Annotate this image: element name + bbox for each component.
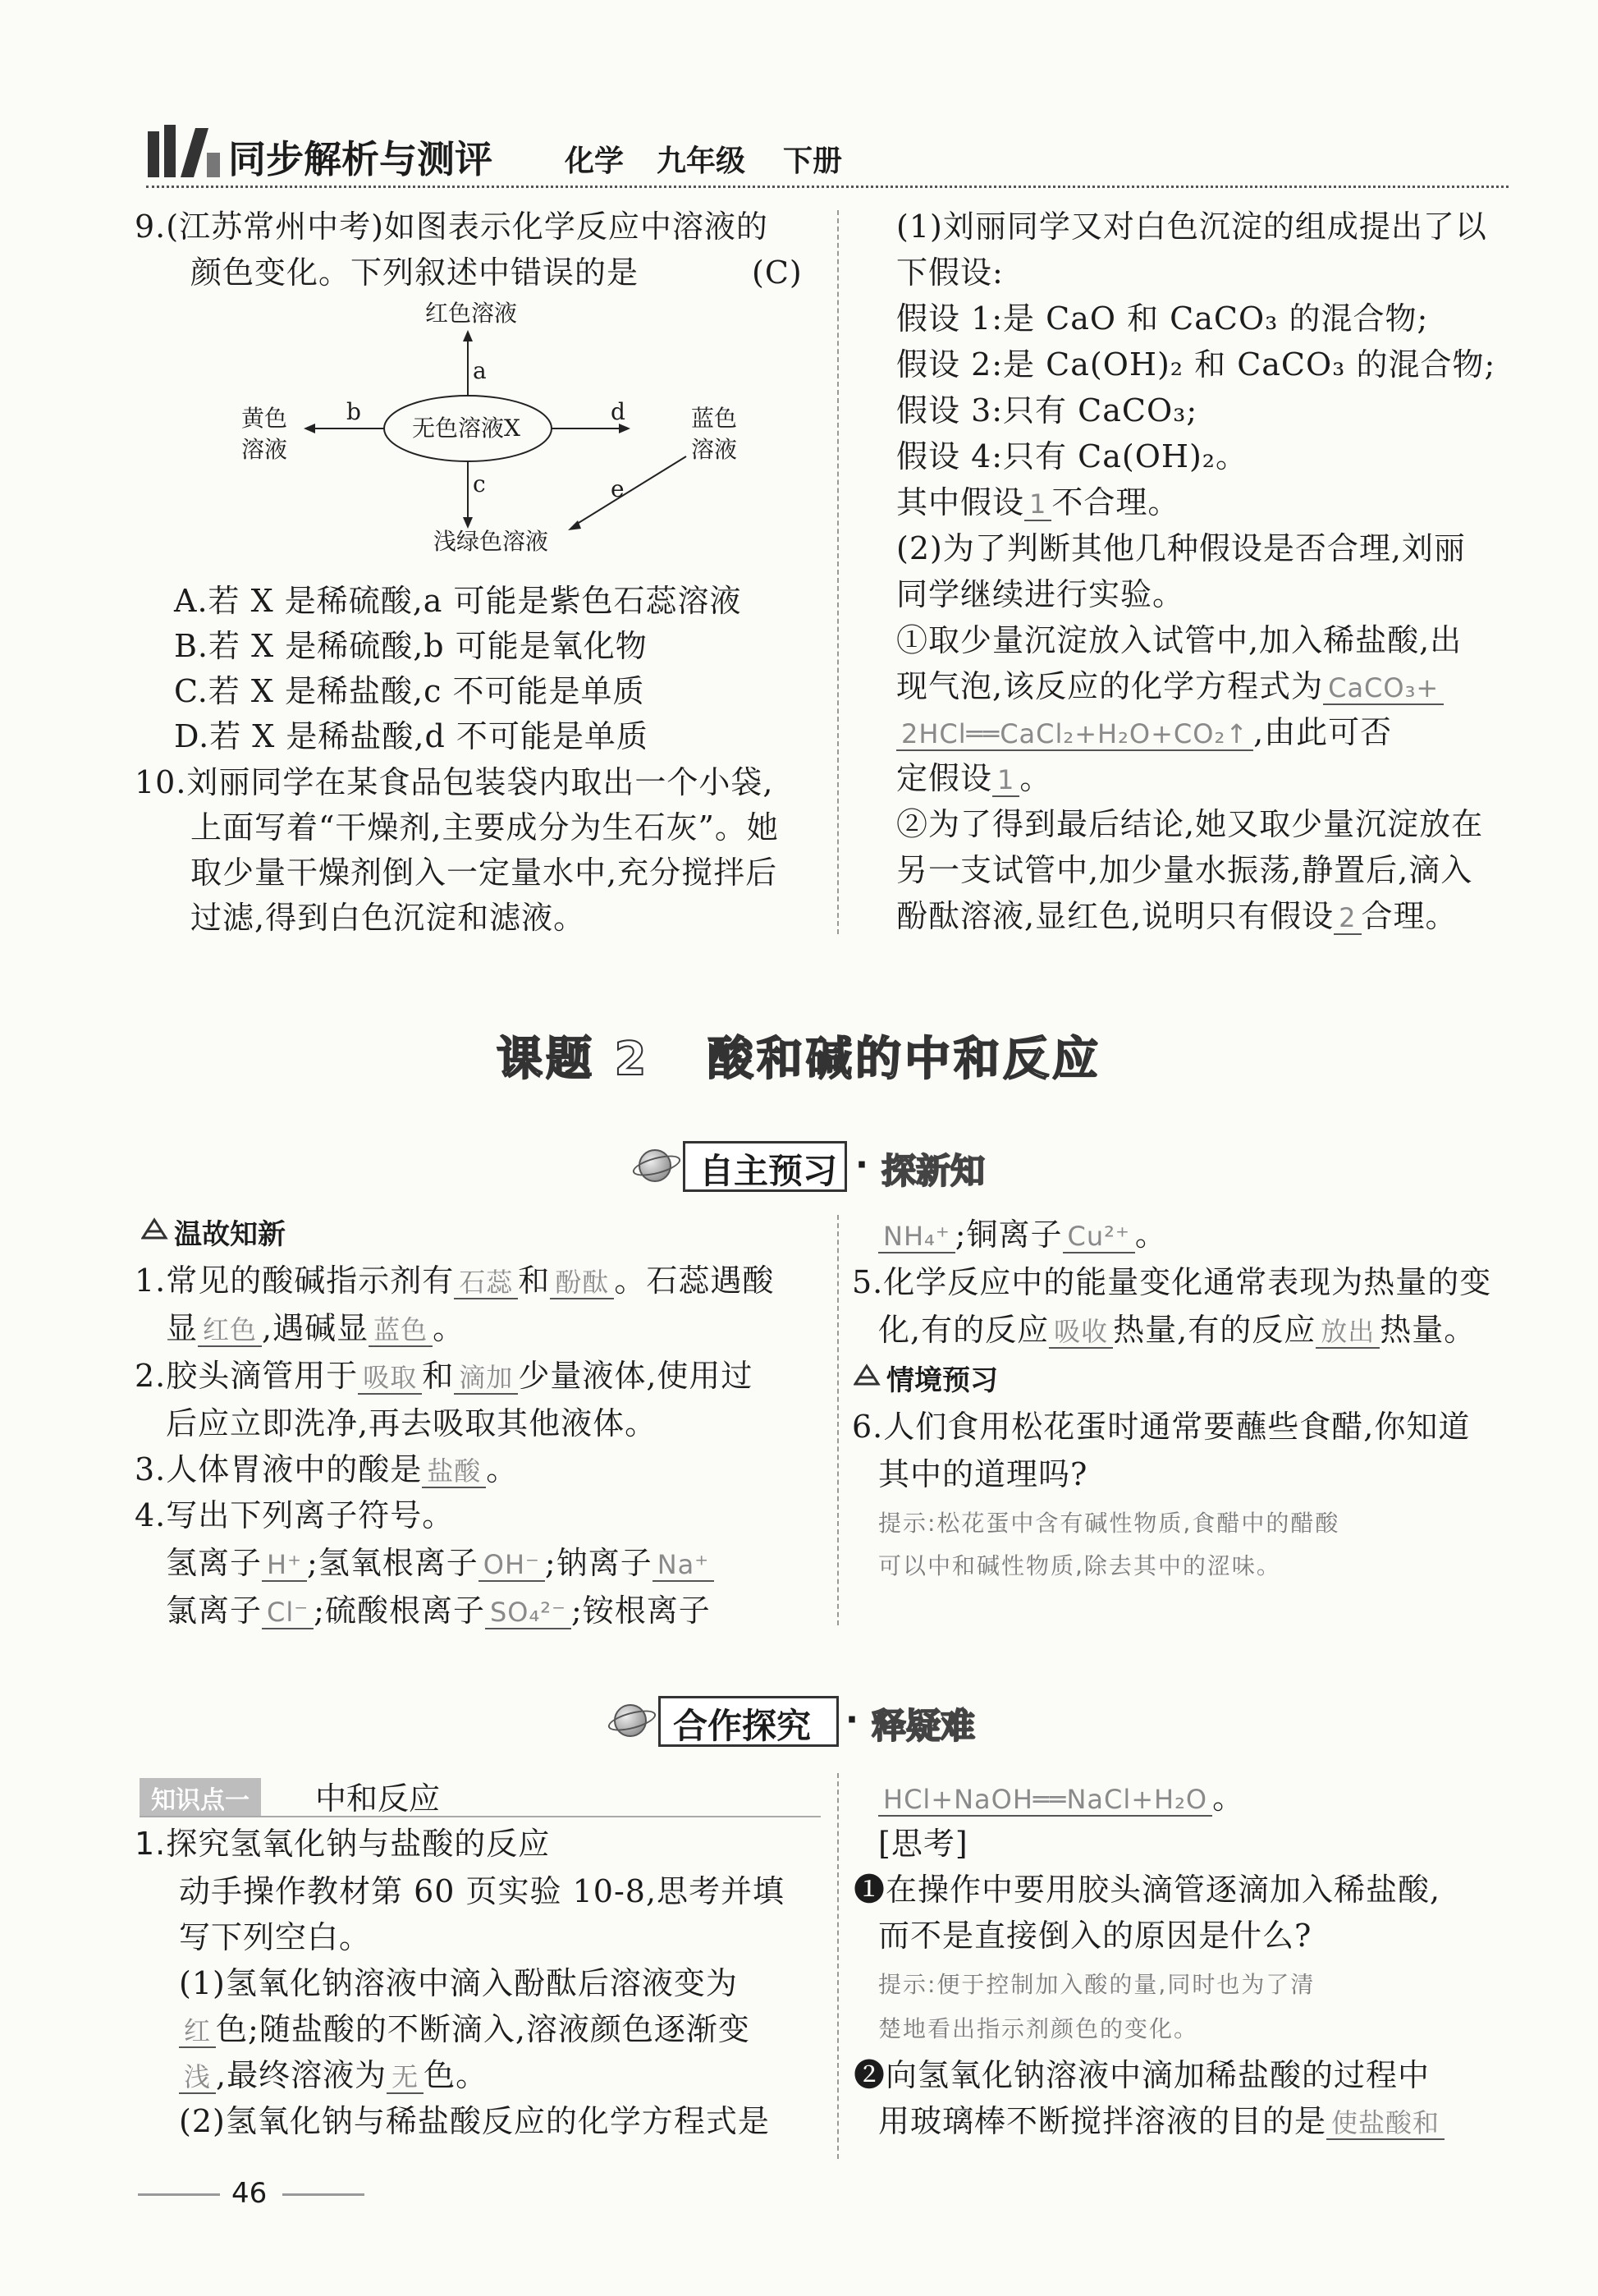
scenario-q6-line2: 其中的道理吗? bbox=[878, 1456, 1088, 1492]
ion-cl-ans: Cl⁻ bbox=[262, 1597, 314, 1629]
hypothesis-1: 假设 1:是 CaO 和 CaCO₃ 的混合物; bbox=[896, 300, 1429, 337]
step1-equation-part2: 2HCl══CaCl₂+H₂O+CO₂↑ bbox=[896, 718, 1253, 751]
review-q2-ans1: 吸取 bbox=[358, 1362, 422, 1395]
review-q1-and: 和 bbox=[518, 1263, 551, 1299]
unreasonable-answer: 1 bbox=[1024, 488, 1051, 521]
scenario-hint-2: 可以中和碱性物质,除去其中的涩味。 bbox=[878, 1552, 1281, 1579]
review-q3-end: 。 bbox=[486, 1451, 519, 1487]
review-q1-end: 。 bbox=[433, 1310, 465, 1346]
review-q3-ans: 盐酸 bbox=[422, 1455, 486, 1488]
review-q1-text3: 显 bbox=[166, 1310, 199, 1346]
step2-answer: 2 bbox=[1334, 902, 1361, 935]
think-hint-2: 楚地看出指示剂颜色的变化。 bbox=[878, 2015, 1199, 2042]
review-ions-line1 bbox=[166, 1543, 714, 1583]
ion-oh-ans: OH⁻ bbox=[478, 1549, 545, 1582]
review-q1-ans3: 红色 bbox=[198, 1314, 262, 1347]
header-volume: 下册 bbox=[783, 144, 843, 178]
review-q5-text2: 热量,有的反应 bbox=[1113, 1312, 1316, 1348]
knowledge-l3: (1)氢氧化钠溶液中滴入酚酞后溶液变为 bbox=[179, 1965, 738, 2001]
step2-line3 bbox=[896, 896, 1458, 936]
section2-title-dot: · bbox=[845, 1699, 859, 1739]
think-q2-line2 bbox=[878, 2101, 1445, 2141]
ion-cu-label: ;铜离子 bbox=[955, 1217, 1063, 1253]
review-q5-end: 热量。 bbox=[1380, 1312, 1477, 1348]
diagram-right-label-2: 溶液 bbox=[691, 436, 738, 463]
header-logo-icon bbox=[146, 123, 222, 181]
q9-line1: 9.(江苏常州中考)如图表示化学反应中溶液的 bbox=[135, 209, 768, 245]
section1-title-dot: · bbox=[855, 1144, 868, 1185]
think-q2-ans: 使盐酸和 bbox=[1326, 2107, 1445, 2140]
knowledge-l5 bbox=[179, 2055, 488, 2095]
ion-h-ans: H⁺ bbox=[262, 1549, 307, 1582]
knowledge-l2: 写下列空白。 bbox=[179, 1919, 372, 1955]
column-divider-mid bbox=[837, 1215, 839, 1625]
ion-cu-ans: Cu²⁺ bbox=[1063, 1221, 1135, 1253]
review-q1-ans4: 蓝色 bbox=[369, 1314, 433, 1347]
diagram-right-label-1: 蓝色 bbox=[691, 405, 738, 432]
step2-line3-pre: 酚酞溶液,显红色,说明只有假设 bbox=[896, 898, 1335, 934]
review-ions-line2 bbox=[166, 1591, 711, 1630]
hypothesis-2: 假设 2:是 Ca(OH)₂ 和 CaCO₃ 的混合物; bbox=[896, 346, 1496, 383]
review-q3 bbox=[135, 1450, 518, 1489]
diagram-arrow-a: a bbox=[473, 357, 487, 384]
q9-line2: 颜色变化。下列叙述中错误的是 bbox=[190, 254, 639, 291]
header-rule bbox=[146, 186, 1509, 188]
series-title: 同步解析与测评 bbox=[228, 137, 492, 181]
diagram-left-label-1: 黄色 bbox=[241, 405, 288, 432]
review-q5-line1: 5.化学反应中的能量变化通常表现为热量的变 bbox=[852, 1264, 1492, 1300]
review-q2-line2: 后应立即洗净,再去吸取其他液体。 bbox=[166, 1405, 657, 1441]
unreasonable-pre: 其中假设 bbox=[896, 484, 1025, 520]
review-q1-ans2: 酚酞 bbox=[550, 1267, 614, 1299]
knowledge-l1: 动手操作教材第 60 页实验 10-8,思考并填 bbox=[179, 1873, 785, 1909]
header-grade: 九年级 bbox=[657, 144, 746, 178]
review-q1-text2: 。石蕊遇酸 bbox=[614, 1263, 775, 1299]
review-q2-ans2: 滴加 bbox=[454, 1362, 518, 1395]
review-q3-text: 3.人体胃液中的酸是 bbox=[135, 1451, 423, 1487]
section1-title-accent: 探新知 bbox=[881, 1151, 986, 1191]
knowledge-tag: 知识点一 bbox=[140, 1778, 261, 1817]
section2-header bbox=[607, 1691, 1034, 1753]
diagram-arrow-d: d bbox=[611, 398, 625, 425]
q10-line3: 取少量干燥剂倒入一定量水中,充分搅拌后 bbox=[190, 855, 778, 891]
ion-oh-label: ;氢氧根离子 bbox=[306, 1545, 478, 1581]
think-equation-end: 。 bbox=[1212, 1780, 1245, 1816]
q9-option-a: A.若 X 是稀硫酸,a 可能是紫色石蕊溶液 bbox=[174, 583, 742, 619]
diagram-bottom-label: 浅绿色溶液 bbox=[433, 528, 549, 555]
review-q2-line1 bbox=[135, 1356, 753, 1395]
review-q4: 4.写出下列离子符号。 bbox=[135, 1497, 455, 1533]
step2-line1: ②为了得到最后结论,她又取少量沉淀放在 bbox=[896, 806, 1484, 842]
scenario-head: 情境预习 bbox=[886, 1364, 998, 1397]
q10-line4: 过滤,得到白色沉淀和滤液。 bbox=[190, 900, 586, 936]
think-hint-1: 提示:便于控制加入酸的量,同时也为了清 bbox=[878, 1971, 1316, 1998]
step2-line2: 另一支试管中,加少量水振荡,静置后,滴入 bbox=[896, 852, 1473, 888]
step1-line3 bbox=[896, 713, 1392, 752]
review-q5-text: 化,有的反应 bbox=[878, 1312, 1050, 1348]
review-q1-text4: ,遇碱显 bbox=[262, 1310, 369, 1346]
unreasonable-post: 不合理。 bbox=[1051, 484, 1180, 520]
section1-header bbox=[632, 1136, 1026, 1198]
knowledge-l4-text: 色;随盐酸的不断滴入,溶液颜色逐渐变 bbox=[216, 2011, 750, 2047]
section2-title-main: 合作探究 bbox=[673, 1706, 812, 1746]
q10-line2: 上面写着“干燥剂,主要成分为生石灰”。她 bbox=[190, 809, 779, 846]
ion-cl-label: 氯离子 bbox=[166, 1593, 263, 1629]
ion-end: 。 bbox=[1134, 1217, 1167, 1253]
knowledge-l5-end: 色。 bbox=[424, 2057, 488, 2093]
column-divider-bottom bbox=[837, 1773, 839, 2159]
ion-na-ans: Na⁺ bbox=[652, 1549, 714, 1582]
ion-na-label: ;钠离子 bbox=[544, 1545, 652, 1581]
step1-equation-part1: CaCO₃+ bbox=[1323, 672, 1444, 705]
ion-h-label: 氢离子 bbox=[166, 1545, 263, 1581]
knowledge-ans-light: 浅 bbox=[179, 2061, 216, 2094]
ion-so4-ans: SO₄²⁻ bbox=[485, 1597, 571, 1629]
review-q1-ans1: 石蕊 bbox=[454, 1267, 518, 1299]
think-q1-line2: 而不是直接倒入的原因是什么? bbox=[878, 1918, 1312, 1954]
step1-line2-text: 现气泡,该反应的化学方程式为 bbox=[896, 668, 1324, 704]
step1-line4 bbox=[896, 758, 1051, 798]
review-head: 温故知新 bbox=[174, 1218, 286, 1251]
knowledge-l5-text: ,最终溶液为 bbox=[216, 2057, 387, 2093]
knowledge-l6: (2)氢氧化钠与稀盐酸反应的化学方程式是 bbox=[179, 2103, 770, 2139]
page-number: 46 bbox=[231, 2177, 268, 2210]
think-head: [思考] bbox=[878, 1826, 968, 1862]
diagram-top-label: 红色溶液 bbox=[425, 300, 518, 327]
review-q1-text: 1.常见的酸碱指示剂有 bbox=[135, 1263, 455, 1299]
step1-line4-post: 。 bbox=[1019, 760, 1052, 796]
review-q5-line2 bbox=[878, 1310, 1476, 1350]
column-divider-top bbox=[837, 210, 839, 934]
diagram-left-label-2: 溶液 bbox=[241, 436, 288, 463]
step1-line4-pre: 定假设 bbox=[896, 760, 993, 796]
step1-line1: ①取少量沉淀放入试管中,加入稀盐酸,出 bbox=[896, 622, 1463, 658]
step2-line3-post: 合理。 bbox=[1361, 898, 1458, 934]
review-q2-text: 2.胶头滴管用于 bbox=[135, 1358, 359, 1394]
reaction-diagram bbox=[230, 300, 755, 568]
ion-so4-label: ;硫酸根离子 bbox=[314, 1593, 485, 1629]
part2-line1: (2)为了判断其他几种假设是否合理,刘丽 bbox=[896, 530, 1466, 566]
think-q1-line1: ❶在操作中要用胶头滴管逐滴加入稀盐酸, bbox=[854, 1872, 1441, 1908]
header-subject: 化学 bbox=[565, 144, 625, 178]
q9-option-d: D.若 X 是稀盐酸,d 不可能是单质 bbox=[174, 718, 648, 754]
knowledge-ans-red: 红 bbox=[179, 2015, 216, 2048]
part2-line2: 同学继续进行实验。 bbox=[896, 576, 1185, 612]
diagram-center-label: 无色溶液X bbox=[412, 415, 520, 442]
knowledge-title: 中和反应 bbox=[315, 1780, 441, 1817]
review-q1-line1 bbox=[135, 1261, 774, 1300]
lesson-title: 课题 2 酸和碱的中和反应 bbox=[497, 1033, 1101, 1086]
knowledge-ans-colorless: 无 bbox=[387, 2061, 424, 2094]
q9-option-c: C.若 X 是稀盐酸,c 不可能是单质 bbox=[174, 673, 645, 709]
q10-line1: 10.刘丽同学在某食品包装袋内取出一个小袋, bbox=[135, 764, 774, 800]
think-q2-text: 用玻璃棒不断搅拌溶液的目的是 bbox=[878, 2103, 1327, 2139]
review-q5-ans1: 吸收 bbox=[1049, 1316, 1113, 1349]
review-q1-line2 bbox=[166, 1308, 465, 1348]
q9-option-b: B.若 X 是稀硫酸,b 可能是氧化物 bbox=[174, 628, 648, 664]
think-equation: HCl+NaOH══NaCl+H₂O bbox=[878, 1784, 1212, 1817]
unreasonable-line bbox=[896, 483, 1179, 522]
diagram-arrow-c: c bbox=[473, 470, 486, 497]
scenario-hint-1: 提示:松花蛋中含有碱性物质,食醋中的醋酸 bbox=[878, 1510, 1340, 1537]
diagram-arrow-b: b bbox=[346, 398, 361, 425]
q9-answer: (C) bbox=[752, 254, 803, 291]
knowledge-subtitle: 1.探究氢氧化钠与盐酸的反应 bbox=[135, 1826, 551, 1862]
step1-answer: 1 bbox=[992, 764, 1019, 797]
review-head-icon bbox=[141, 1215, 169, 1243]
footer-rule-right bbox=[282, 2193, 364, 2196]
hypothesis-intro-1: (1)刘丽同学又对白色沉淀的组成提出了以 bbox=[896, 209, 1487, 245]
section2-title-accent: 释疑难 bbox=[872, 1706, 976, 1746]
knowledge-rule bbox=[140, 1816, 821, 1817]
section1-title-main: 自主预习 bbox=[699, 1151, 838, 1191]
review-q5-ans2: 放出 bbox=[1316, 1316, 1380, 1349]
hypothesis-intro-2: 下假设: bbox=[896, 254, 1004, 291]
footer-rule-left bbox=[138, 2193, 220, 2196]
step1-line2 bbox=[896, 667, 1444, 706]
diagram-arrow-e: e bbox=[611, 475, 625, 502]
hypothesis-3: 假设 3:只有 CaCO₃; bbox=[896, 392, 1198, 428]
scenario-head-icon bbox=[854, 1361, 881, 1389]
review-q2-text2: 少量液体,使用过 bbox=[518, 1358, 753, 1394]
ion-nh4-label: ;铵根离子 bbox=[571, 1593, 711, 1629]
knowledge-l4 bbox=[179, 2010, 750, 2049]
ion-nh4-ans: NH₄⁺ bbox=[878, 1221, 955, 1253]
hypothesis-4: 假设 4:只有 Ca(OH)₂。 bbox=[896, 438, 1248, 474]
review-ions-line3 bbox=[878, 1215, 1167, 1254]
scenario-q6-line1: 6.人们食用松花蛋时通常要蘸些食醋,你知道 bbox=[852, 1409, 1471, 1445]
think-equation-line bbox=[878, 1778, 1244, 1817]
step1-line3-post: ,由此可否 bbox=[1253, 714, 1393, 750]
review-q2-and: 和 bbox=[422, 1358, 455, 1394]
think-q2-line1: ❷向氢氧化钠溶液中滴加稀盐酸的过程中 bbox=[854, 2057, 1431, 2093]
